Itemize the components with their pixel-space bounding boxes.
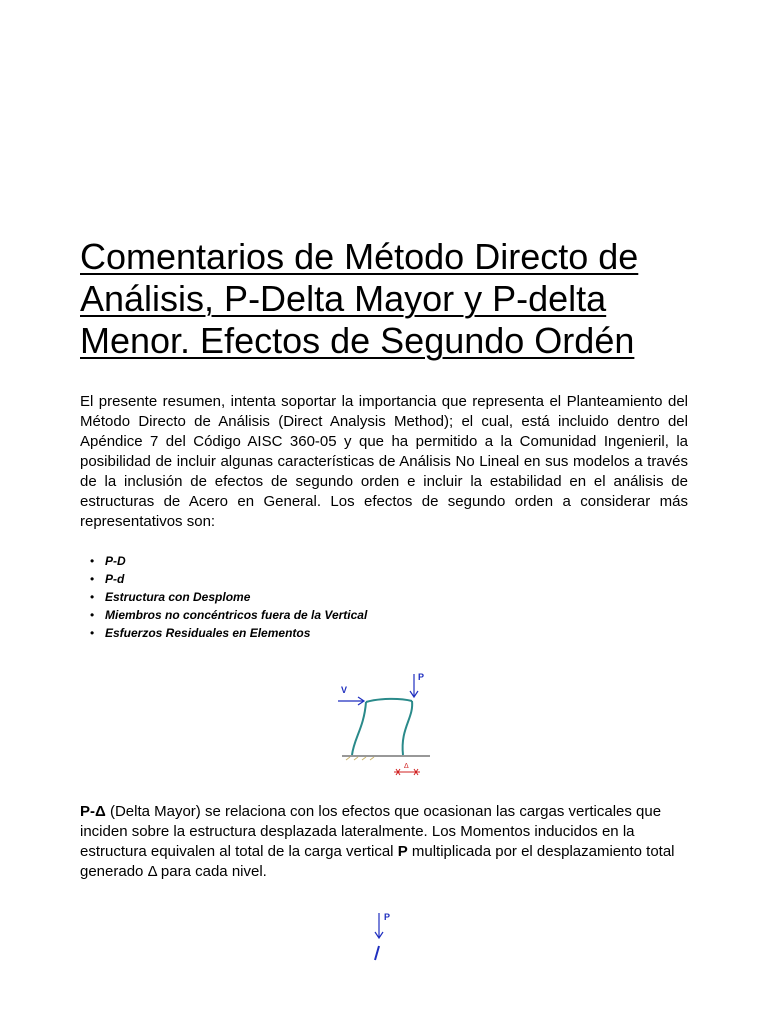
- para2-text-1: (Delta Mayor) se relaciona con los efectos que ocasionan las cargas verticales que inciden sobre la estructura desplazada lateralmente. Los Momentos inducidos en la estructura equivalen al total de la carga vertical: [80, 803, 662, 860]
- p-delta-frame-figure: [330, 668, 430, 783]
- p-delta-paragraph: [80, 802, 700, 882]
- effects-list: [90, 552, 367, 642]
- figure2-label-p: P: [384, 912, 391, 922]
- ground-hatch: [346, 757, 374, 760]
- page-title: [80, 236, 680, 362]
- left-column: [352, 702, 366, 755]
- right-column: [403, 701, 413, 755]
- figure1-label-delta: Δ: [404, 763, 409, 770]
- figure1-label-p: P: [418, 672, 425, 682]
- list-item: • Esfuerzos Residuales en Elementos: [90, 624, 367, 642]
- list-item: • Estructura con Desplome: [90, 588, 367, 606]
- p-small-delta-figure: [362, 908, 402, 964]
- para2-text-3: para cada nivel.: [156, 863, 267, 880]
- list-item: • P-D: [90, 552, 367, 570]
- beam: [366, 699, 412, 702]
- figure2-member: [375, 946, 379, 960]
- title-line-3: Menor. Efectos de Segundo Ordén: [80, 320, 635, 361]
- title-line-2: Análisis, P-Delta Mayor y P-delta: [80, 278, 607, 319]
- list-item: • P-d: [90, 570, 367, 588]
- p-delta-term: P-Δ: [80, 803, 106, 820]
- load-p-symbol: P: [397, 843, 408, 860]
- delta-symbol: Δ: [147, 863, 157, 880]
- intro-paragraph: El presente resumen, intenta soportar la importancia que representa el Planteamiento del Método Directo de Análisis (Direct Analysis Method); el cual, está incluido dentro del Apéndice 7 del Código AISC 360-05 y que ha permitido a la Comunidad Ingenieril, la posibilidad de incluir algunas características de Análisis No Lineal en sus modelos a través de la inclusión de efectos de segundo orden e incluir la estabilidad en el análisis de estructuras de Acero en General. Los efectos de segundo orden a considerar más representativos son:: [80, 393, 688, 530]
- title-line-1: Comentarios de Método Directo de: [80, 236, 639, 277]
- figure1-label-v: V: [341, 685, 348, 695]
- list-item: • Miembros no concéntricos fuera de la Vertical: [90, 606, 367, 624]
- para2-text-2: multiplicada por el desplazamiento total generado: [80, 843, 675, 880]
